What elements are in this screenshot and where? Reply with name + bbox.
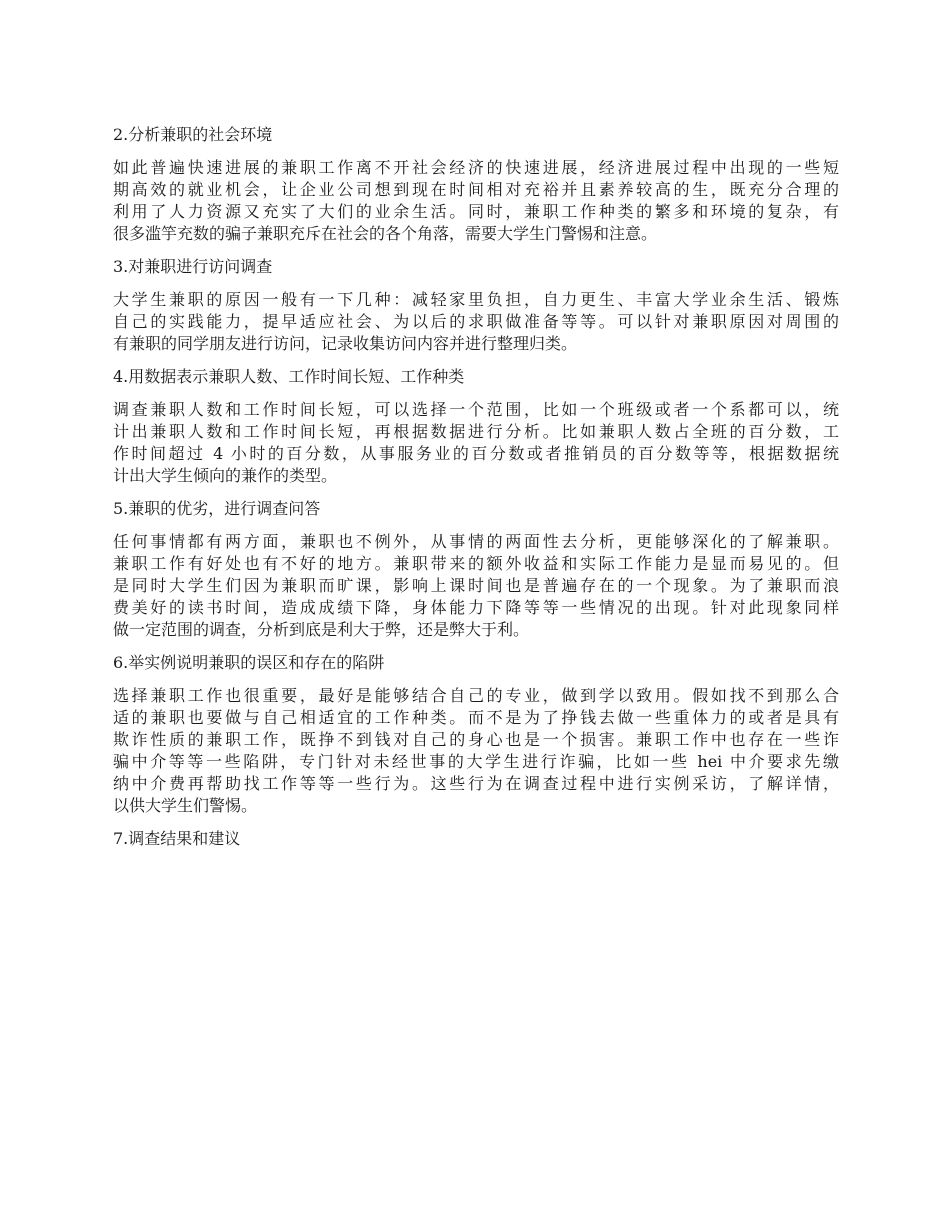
paragraph-line: 利用了人力资源又充实了大们的业余生活。同时，兼职工作种类的繁多和环境的复杂，有	[113, 202, 839, 221]
section-3	[113, 256, 839, 355]
document-page	[113, 124, 839, 861]
paragraph-line: 如此普遍快速进展的兼职工作离不开社会经济的快速进展，经济进展过程中出现的一些短	[113, 158, 839, 177]
paragraph-line: 适的兼职也要做与自己相适宜的工作种类。而不是为了挣钱去做一些重体力的或者是具有	[113, 708, 839, 727]
section-heading: 3.对兼职进行访问调查	[113, 257, 273, 276]
section-heading: 2.分析兼职的社会环境	[113, 125, 273, 144]
section-5	[113, 498, 839, 641]
paragraph-line: 选择兼职工作也很重要，最好是能够结合自己的专业，做到学以致用。假如找不到那么合	[113, 686, 839, 705]
section-paragraph	[113, 531, 839, 641]
section-2	[113, 124, 839, 245]
paragraph-line: 是同时大学生们因为兼职而旷课，影响上课时间也是普遍存在的一个现象。为了兼职而浪	[113, 576, 839, 595]
section-heading: 6.举实例说明兼职的误区和存在的陷阱	[113, 653, 385, 672]
section-7	[113, 828, 839, 850]
section-heading: 5.兼职的优劣，进行调查问答	[113, 499, 321, 518]
paragraph-line: 调查兼职人数和工作时间长短，可以选择一个范围，比如一个班级或者一个系都可以，统	[113, 400, 839, 419]
paragraph-line: 兼职工作有好处也有不好的地方。兼职带来的额外收益和实际工作能力是显而易见的。但	[113, 554, 839, 573]
paragraph-line: 计出兼职人数和工作时间长短，再根据数据进行分析。比如兼职人数占全班的百分数，工	[113, 422, 839, 441]
paragraph-line: 骗中介等等一些陷阱，专门针对未经世事的大学生进行诈骗，比如一些 hei 中介要求先缴	[113, 752, 839, 771]
paragraph-line: 做一定范围的调查，分析到底是利大于弊，还是弊大于利。	[113, 620, 530, 639]
section-6	[113, 652, 839, 817]
section-heading: 4.用数据表示兼职人数、工作时间长短、工作种类	[113, 367, 465, 386]
section-paragraph	[113, 289, 839, 355]
section-paragraph	[113, 399, 839, 487]
paragraph-line: 计出大学生倾向的兼作的类型。	[113, 466, 338, 485]
paragraph-line: 作时间超过 4 小时的百分数，从事服务业的百分数或者推销员的百分数等等，根据数据统	[113, 444, 839, 463]
paragraph-line: 有兼职的同学朋友进行访问，记录收集访问内容并进行整理归类。	[113, 334, 578, 353]
paragraph-line: 期高效的就业机会，让企业公司想到现在时间相对充裕并且素养较高的生，既充分合理的	[113, 180, 839, 199]
paragraph-line: 大学生兼职的原因一般有一下几种：减轻家里负担，自力更生、丰富大学业余生活、锻炼	[113, 290, 839, 309]
section-paragraph	[113, 157, 839, 245]
paragraph-line: 自己的实践能力，提早适应社会、为以后的求职做准备等等。可以针对兼职原因对周围的	[113, 312, 839, 331]
paragraph-line: 以供大学生们警惕。	[113, 796, 258, 815]
section-heading: 7.调查结果和建议	[113, 829, 241, 848]
paragraph-line: 很多滥竽充数的骗子兼职充斥在社会的各个角落，需要大学生门警惕和注意。	[113, 224, 658, 243]
section-paragraph	[113, 685, 839, 817]
paragraph-line: 纳中介费再帮助找工作等等一些行为。这些行为在调查过程中进行实例采访，了解详情，	[113, 774, 839, 793]
paragraph-line: 欺诈性质的兼职工作，既挣不到钱对自己的身心也是一个损害。兼职工作中也存在一些诈	[113, 730, 839, 749]
section-4	[113, 366, 839, 487]
paragraph-line: 费美好的读书时间，造成成绩下降，身体能力下降等等一些情况的出现。针对此现象同样	[113, 598, 839, 617]
paragraph-line: 任何事情都有两方面，兼职也不例外，从事情的两面性去分析，更能够深化的了解兼职。	[113, 532, 839, 551]
